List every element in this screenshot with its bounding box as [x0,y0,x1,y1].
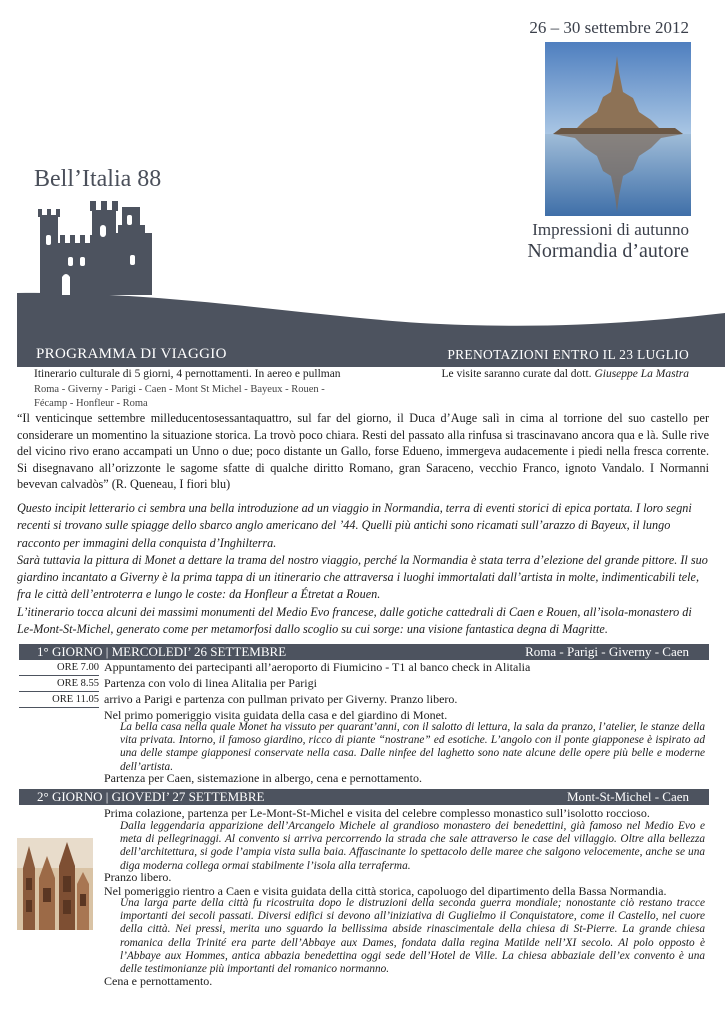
schedule-text: Partenza con volo di linea Alitalia per Parigi [104,676,317,690]
booking-heading: PRENOTAZIONI ENTRO IL 23 LUGLIO [447,347,689,362]
day1-afternoon-description: La bella casa nella quale Monet ha vissuto per quarant’anni, con il salotto di lettura, la sala da pranzo, l’atelier, le stanze della vita privata. Intorno, il famoso giardino, ricco di piante “nostrane” ed esotiche. L’angolo con il ponte giapponese è ispirato ad una delle stampe giapponesi conservate nella casa. Dalle ninfee del laghetto sono nate alcune delle opere più belle e moderne dell’artista. [120,721,705,773]
itinerary-summary: Itinerario culturale di 5 giorni, 4 pernottamenti. In aereo e pullman [34,368,341,380]
caen-cathedral-photo [17,838,93,930]
day1-afternoon: Nel primo pomeriggio visita guidata della casa e del giardino di Monet. [104,708,448,722]
queneau-quote: “Il venticinque settembre milleducentosessantaquattro, sul far del giorno, il Duca d’Auge salì in cima al torrione del suo castello per considerare un momentino la situazione storica. La trovò poco chiara. Resti del passato alla rinfusa si trascinavano ancora qua e là. Sulle rive del vicino rivo erano accampati un Unno o due; poco distante un Gallo, forse Edueno, immergeva audacemente i piedi nella fresca corrente. Si disegnavano all’orizzonte le sagome sfatte di qualche diritto Romano, gran Saraceno, vecchio Franco, ignoto Vandalo. I Normanni bevevan calvadòs” (R. Queneau, I fiori blu) [17,411,709,492]
intro-paragraph: L’itinerario tocca alcuni dei massimi monumenti del Medio Evo francese, dalle gotiche cattedrali di Caen e Rouen, all’isola-monastero di Le-Mont-St-Michel, generato come per metamorfosi dallo scoglio su cui sorge: una visione fantastica degna di Magritte. [17,604,692,637]
castle-silhouette-icon [38,201,152,295]
itinerary-cities [34,383,364,411]
day2-header [19,789,709,805]
day2-afternoon-description: Una larga parte della città fu ricostruita dopo le distruzioni della seconda guerra mondiale; nonostante ciò restano tracce importanti dei secoli passati. Diversi edifici si devono all’iniziativa di Guglielmo il Conquistatore, come il Castello, nel cuore della città. Nei pressi, merita uno sguardo la bellissima abside rinascimentale della chiesa di St-Pierre. La grande chiesa romanica della Trinité era parte dell’Abbaye aux Dames, fondata dalla regina Matilde nell’XI secolo. Al polo opposto è l’Abbaye aux Hommes, antica abbazia benedettina oggi sede dell’Hotel de Ville. La chiesa abbaziale dell’ex convento è una delle testimonianze più importanti del romanico normanno. [120,897,705,976]
mont-saint-michel-photo [545,42,691,216]
day1-header [19,644,709,660]
brand-name: Bell’Italia 88 [34,166,162,192]
day1-evening: Partenza per Caen, sistemazione in albergo, cena e pernottamento. [104,771,422,785]
schedule-time: ORE 11.05 [19,693,99,708]
intro-text [17,500,709,638]
day2-route: Mont-St-Michel - Caen [566,789,689,804]
day2-morning: Prima colazione, partenza per Le-Mont-St-Michel e visita del celebre complesso monastico sull’isolotto roccioso. [104,806,650,820]
day1-title: 1° GIORNO | MERCOLEDI’ 26 SETTEMBRE [37,644,287,659]
visits-curator [441,368,689,380]
program-heading: PROGRAMMA DI VIAGGIO [36,346,227,362]
intro-paragraph: Questo incipit letterario ci sembra una bella introduzione ad un viaggio in Normandia, terra di eventi storici di epica portata. I loro segni recenti si trovano sulle spiagge dello sbarco anglo americano del ’44. Quelli più antichi sono ricamati sull’arazzo di Bayeux, il lungo racconto per immagini della conquista d’Inghilterra. [17,501,692,550]
day2-title: 2° GIORNO | GIOVEDI’ 27 SETTEMBRE [37,789,265,804]
schedule-time: ORE 8.55 [19,677,99,692]
day1-route: Roma - Parigi - Giverny - Caen [525,644,689,659]
cities-line-1: Roma - Giverny - Parigi - Caen - Mont St Michel - Bayeux - Rouen - [34,384,325,395]
cities-line-2: Fécamp - Honfleur - Roma [34,398,148,409]
tour-title: Normandia d’autore [527,240,689,262]
curator-name: Giuseppe La Mastra [594,368,689,380]
day2-afternoon: Nel pomeriggio rientro a Caen e visita guidata della città storica, capoluogo del dipartimento della Bassa Normandia. [104,884,667,898]
day2-evening: Cena e pernottamento. [104,974,213,988]
header-banner [0,195,725,367]
intro-paragraph: Sarà tuttavia la pittura di Monet a dettare la trama del nostro viaggio, perché la Normandia è stata terra d’elezione del grande pittore. Il suo giardino incantato a Giverny è la prima tappa di un itinerario che attraversa i luoghi immortalati dall’artista in molte, indimenticabili tele, fra le città dell’entroterra e lungo le coste: da Honfleur a Étretat a Rouen. [17,552,708,602]
visits-prefix: Le visite saranno curate dal dott. [441,368,595,380]
day2-morning-description: Dalla leggendaria apparizione dell’Arcangelo Michele al grandioso monastero dei benedettini, già famoso nel Medio Evo e meta di pellegrinaggi. Al convento si arriva percorrendo la strada che sale attraverso le case del villaggio. Oltre alla bellezza dell’architettura, si gode l’ampia vista sulla baia. Affascinante lo spettacolo delle maree che salgono velocemente, anche se una diga moderna collega ormai stabilmente l’isola alla terraferma. [120,820,705,872]
tour-subtitle: Impressioni di autunno [532,220,689,239]
schedule-text: arrivo a Parigi e partenza con pullman privato per Giverny. Pranzo libero. [104,692,458,706]
schedule-text: Appuntamento dei partecipanti all’aeroporto di Fiumicino - T1 al banco check in Alitalia [104,660,531,674]
event-dates: 26 – 30 settembre 2012 [529,18,689,37]
day2-lunch: Pranzo libero. [104,870,172,884]
schedule-time: ORE 7.00 [19,661,99,676]
